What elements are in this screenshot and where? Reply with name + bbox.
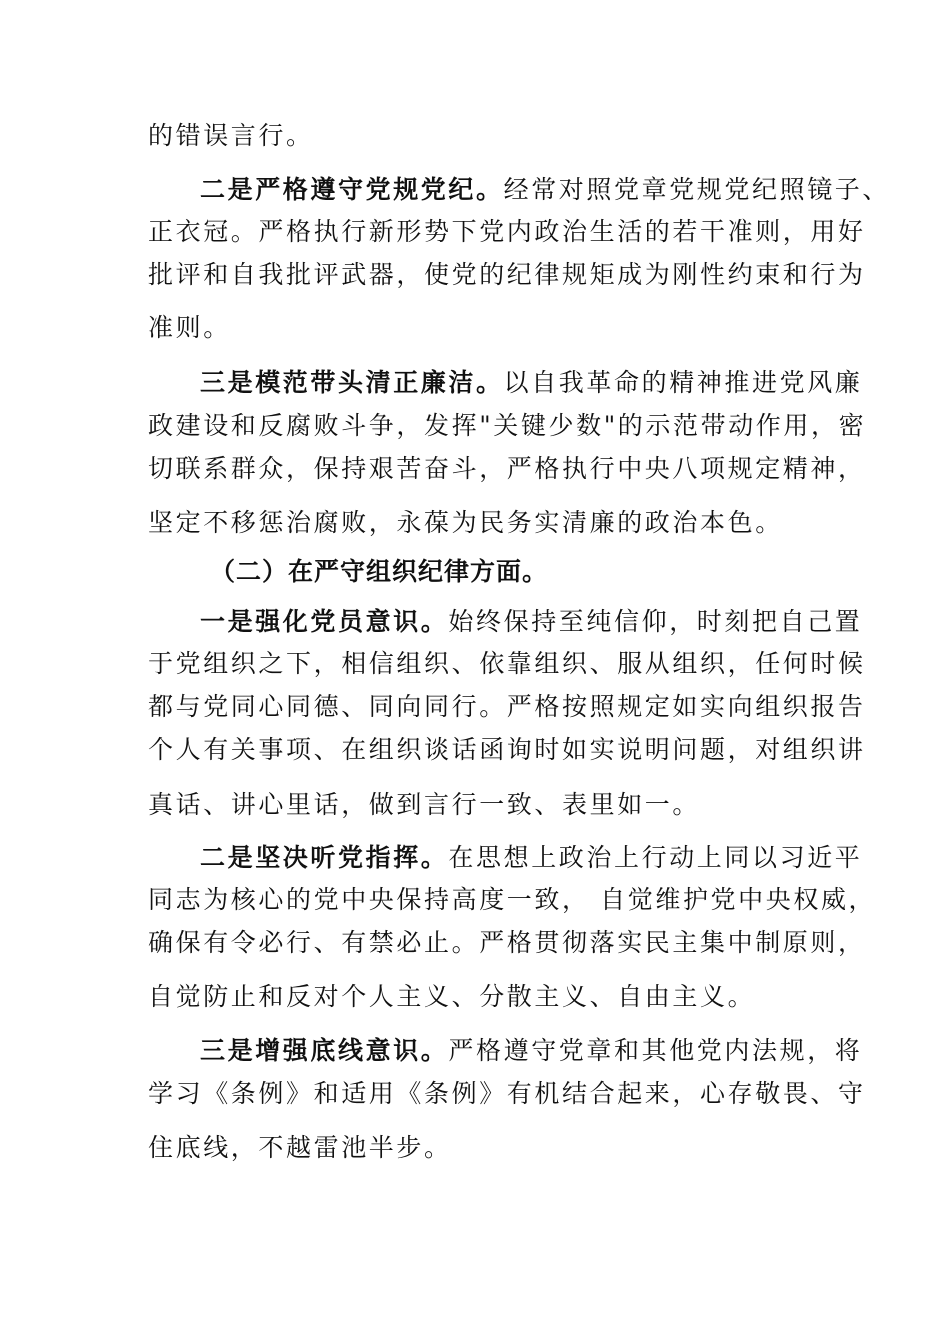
paragraph-text: 经常对照党章党规党纪照镜子、	[503, 175, 891, 204]
paragraph-lead: 二是严格遵守党规党纪。	[200, 175, 504, 204]
body-line: 住底线，不越雷池半步。	[148, 1133, 452, 1162]
paragraph-line	[200, 606, 863, 638]
body-line: 切联系群众，保持艰苦奋斗，严格执行中央八项规定精神，	[148, 454, 866, 483]
body-line: 同志为核心的党中央保持高度一致， 自觉维护党中央权威，	[148, 885, 877, 914]
body-line: 政建设和反腐败斗争，发挥"关键少数"的示范带动作用，密	[148, 411, 867, 440]
paragraph-line	[200, 367, 863, 399]
paragraph-lead: 三是模范带头清正廉洁。	[200, 368, 504, 397]
body-line: 坚定不移惩治腐败，永葆为民务实清廉的政治本色。	[148, 508, 783, 537]
paragraph-lead: 三是增强底线意识。	[200, 1036, 449, 1065]
body-line: 于党组织之下，相信组织、依靠组织、服从组织，任何时候	[148, 649, 866, 678]
body-line: 批评和自我批评武器，使党的纪律规矩成为刚性约束和行为	[148, 260, 866, 289]
body-line: 的错误言行。	[148, 121, 314, 150]
paragraph-lead: 一是强化党员意识。	[200, 607, 449, 636]
body-line: 自觉防止和反对个人主义、分散主义、自由主义。	[148, 982, 756, 1011]
body-line: 都与党同心同德、同向同行。严格按照规定如实向组织报告	[148, 692, 866, 721]
body-line: 个人有关事项、在组织谈话函询时如实说明问题，对组织讲	[148, 735, 866, 764]
body-line: 准则。	[148, 313, 231, 342]
paragraph-text: 在思想上政治上行动上同以习近平	[448, 843, 863, 872]
paragraph-text: 严格遵守党章和其他党内法规，将	[448, 1036, 863, 1065]
body-line: 确保有令必行、有禁必止。严格贯彻落实民主集中制原则，	[148, 928, 866, 957]
paragraph-line	[200, 842, 863, 874]
body-line: 正衣冠。严格执行新形势下党内政治生活的若干准则，用好	[148, 217, 866, 246]
paragraph-text: 始终保持至纯信仰，时刻把自己置	[448, 607, 863, 636]
paragraph-line	[200, 1035, 863, 1067]
section-heading: （二）在严守组织纪律方面。	[210, 557, 549, 586]
paragraph-text: 以自我革命的精神推进党风廉	[503, 368, 863, 397]
paragraph-line	[200, 174, 891, 206]
body-line: 学习《条例》和适用《条例》有机结合起来，心存敬畏、守	[148, 1079, 866, 1108]
paragraph-lead: 二是坚决听党指挥。	[200, 843, 449, 872]
body-line: 真话、讲心里话，做到言行一致、表里如一。	[148, 790, 701, 819]
